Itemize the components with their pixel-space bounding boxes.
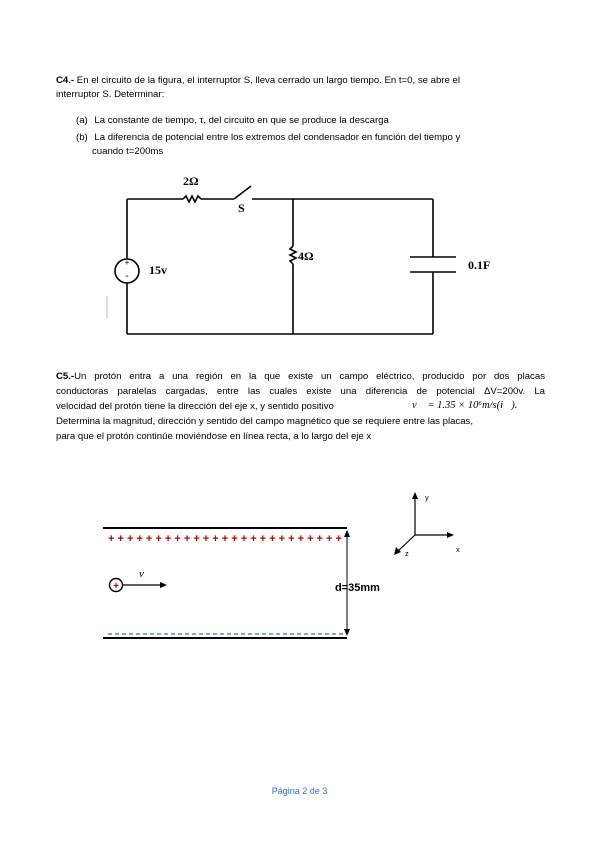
- velocity-label: v⃗: [139, 568, 153, 580]
- label-switch: S: [238, 201, 245, 215]
- axis-z-label: z: [405, 549, 409, 558]
- axis-x-label: x: [456, 545, 460, 554]
- source-plus-sign: +: [124, 258, 130, 267]
- label-r2: 4Ω: [298, 249, 314, 263]
- label-r1: 2Ω: [183, 174, 199, 188]
- c4-item-a-marker: (a): [76, 115, 88, 126]
- c5-heading: C5.-: [56, 371, 75, 382]
- c4-item-b-marker: (b): [76, 132, 88, 143]
- c4-item-b-text: La diferencia de potencial entre los extremos del condensador en función del tiempo y: [94, 132, 461, 143]
- c4-item-a-text: La constante de tiempo, τ, del circuito en que se produce la descarga: [94, 115, 389, 126]
- c5-text-1: Un protón entra a una región en la que existe un campo eléctrico, producido por dos placas: [74, 371, 545, 382]
- c5-text-5: para que el protón continúe moviéndose en línea recta, a lo largo del eje x: [56, 431, 372, 442]
- axes-icon: [397, 497, 450, 552]
- c5-text-2: conductoras paralelas cargadas, entre las cuales existe una diferencia de potencial ΔV=200v. La: [56, 386, 545, 397]
- c5-velocity: v⃗ = 1.35 × 10⁶m/s(i⃗).: [412, 400, 518, 411]
- c4-item-b-cont: cuando t=200ms: [92, 146, 164, 157]
- distance-label: d=35mm: [335, 582, 380, 594]
- positive-charges: + + + + + + + + + + + + + + + + + + + + + + + + +: [108, 533, 342, 545]
- c4-heading: C4.-: [56, 75, 75, 86]
- c4-text-2: interruptor S. Determinar:: [56, 89, 165, 100]
- source-minus-sign: -: [125, 271, 129, 282]
- c5-text-3: velocidad del protón tiene la dirección del eje x, y sentido positivo: [56, 401, 334, 412]
- label-source: 15v: [149, 263, 167, 277]
- page-footer: Página 2 de 3: [271, 786, 328, 796]
- c4-text-1: En el circuito de la figura, el interruptor S, lleva cerrado un largo tiempo. En t=0, se abre el: [76, 75, 460, 86]
- proton-sign: +: [113, 581, 119, 592]
- c5-text-4: Determina la magnitud, dirección y sentido del campo magnético que se requiere entre las placas,: [56, 416, 474, 427]
- axis-y-label: y: [425, 493, 429, 502]
- label-capacitor: 0.1F: [468, 258, 491, 272]
